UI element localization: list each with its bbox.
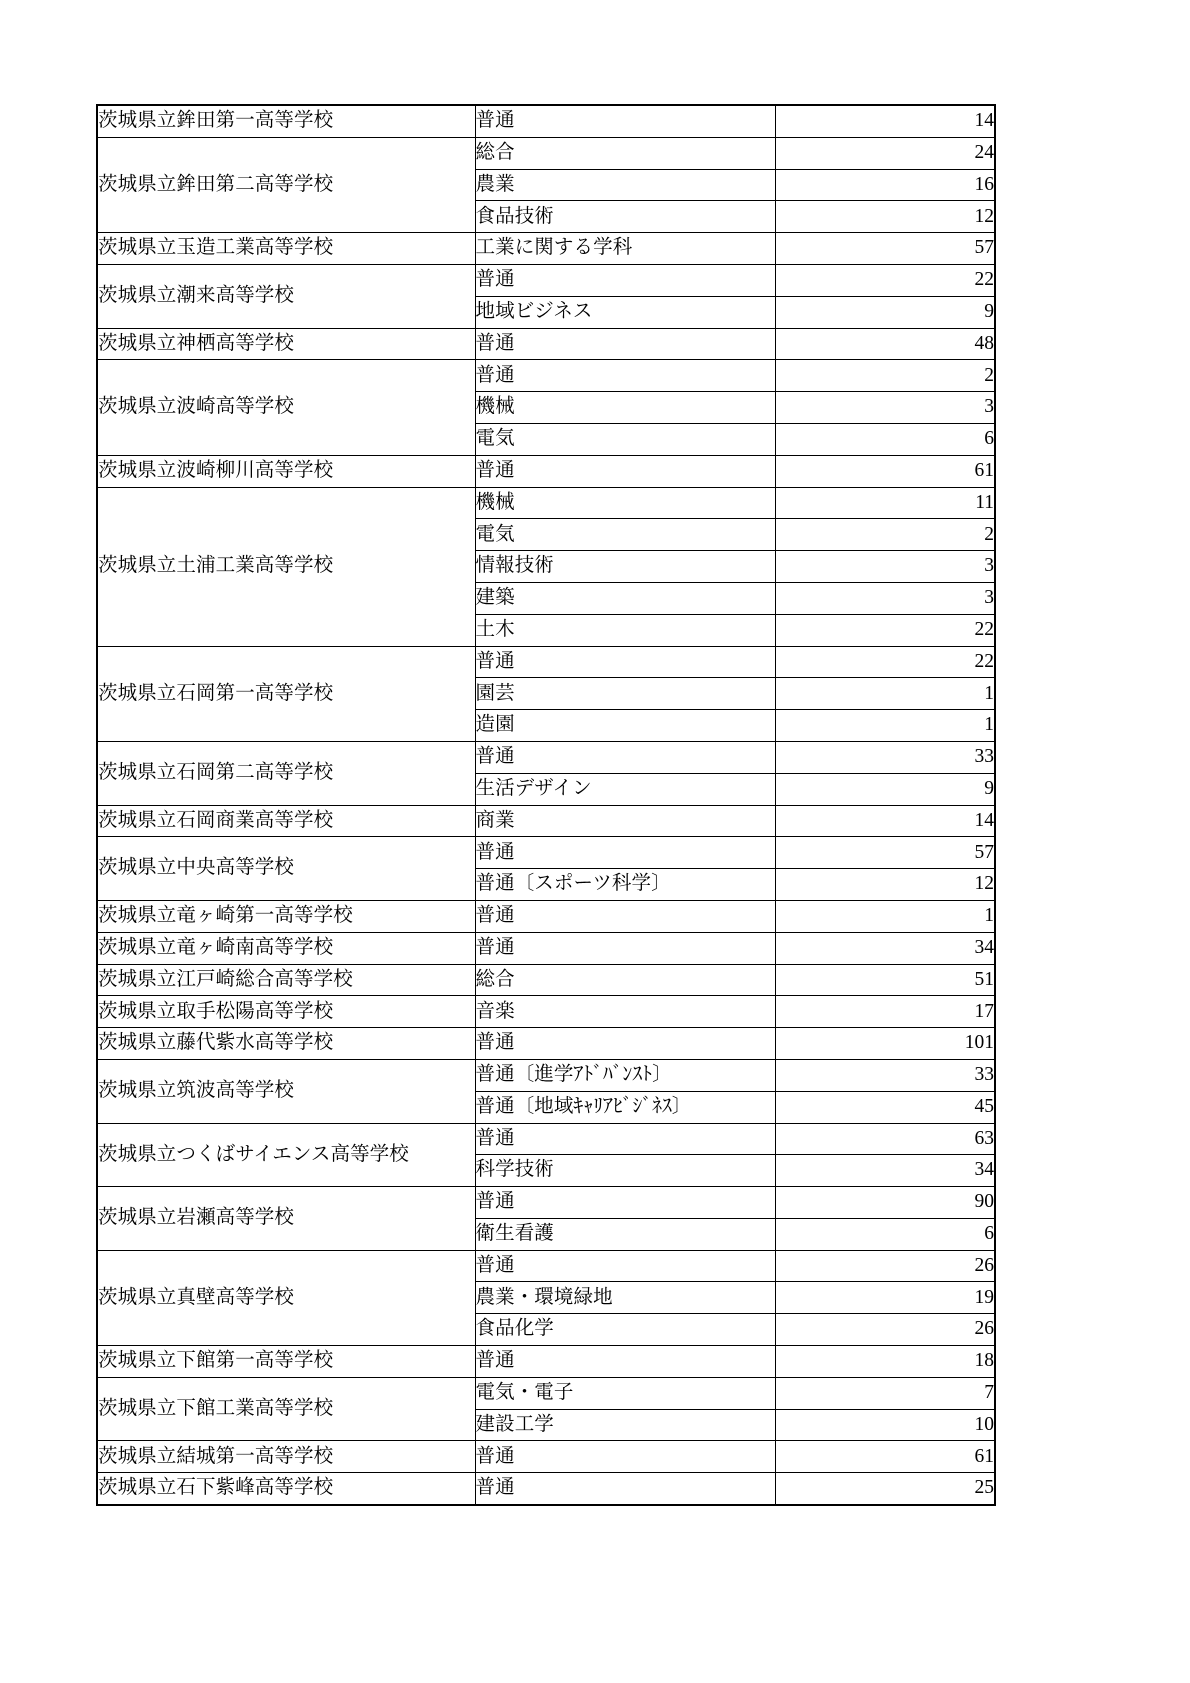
- school-name-cell: 茨城県立玉造工業高等学校: [97, 233, 475, 265]
- table-row: [97, 1123, 995, 1155]
- count-cell: 45: [775, 1091, 995, 1123]
- table-row: [97, 741, 995, 773]
- course-name-cell: 普通: [475, 264, 775, 296]
- table-row: [97, 996, 995, 1028]
- course-name-cell: 機械: [475, 487, 775, 519]
- count-cell: 9: [775, 296, 995, 328]
- course-name-cell: 総合: [475, 137, 775, 169]
- count-cell: 2: [775, 360, 995, 392]
- count-cell: 3: [775, 392, 995, 424]
- school-name-cell: 茨城県立竜ヶ崎南高等学校: [97, 932, 475, 964]
- table-row: [97, 1059, 995, 1091]
- table-row: [97, 1441, 995, 1473]
- school-name-cell: 茨城県立つくばサイエンス高等学校: [97, 1123, 475, 1187]
- course-name-cell: 普通: [475, 1123, 775, 1155]
- course-name-cell: 商業: [475, 805, 775, 837]
- table-row: [97, 137, 995, 169]
- school-name-cell: 茨城県立下館第一高等学校: [97, 1346, 475, 1378]
- table-row: [97, 1187, 995, 1219]
- course-name-cell: 機械: [475, 392, 775, 424]
- count-cell: 1: [775, 710, 995, 742]
- school-name-cell: 茨城県立潮来高等学校: [97, 264, 475, 328]
- course-name-cell: 普通: [475, 105, 775, 137]
- table-row: [97, 1028, 995, 1060]
- course-name-cell: 総合: [475, 964, 775, 996]
- count-cell: 7: [775, 1377, 995, 1409]
- table-body: [97, 105, 995, 1505]
- table-row: [97, 233, 995, 265]
- course-name-cell: 普通: [475, 1473, 775, 1505]
- count-cell: 33: [775, 1059, 995, 1091]
- course-name-cell: 科学技術: [475, 1155, 775, 1187]
- course-name-cell: 普通〔スポーツ科学〕: [475, 869, 775, 901]
- school-name-cell: 茨城県立石下紫峰高等学校: [97, 1473, 475, 1505]
- course-name-cell: 普通: [475, 328, 775, 360]
- count-cell: 51: [775, 964, 995, 996]
- count-cell: 18: [775, 1346, 995, 1378]
- school-name-cell: 茨城県立石岡第二高等学校: [97, 741, 475, 805]
- count-cell: 57: [775, 837, 995, 869]
- count-cell: 1: [775, 900, 995, 932]
- course-name-cell: 普通: [475, 1028, 775, 1060]
- course-name-cell: 普通: [475, 1250, 775, 1282]
- count-cell: 14: [775, 105, 995, 137]
- school-name-cell: 茨城県立真壁高等学校: [97, 1250, 475, 1345]
- count-cell: 14: [775, 805, 995, 837]
- table-row: [97, 1346, 995, 1378]
- course-name-cell: 普通: [475, 646, 775, 678]
- table-row: [97, 1377, 995, 1409]
- table-row: [97, 455, 995, 487]
- count-cell: 10: [775, 1409, 995, 1441]
- school-name-cell: 茨城県立筑波高等学校: [97, 1059, 475, 1123]
- school-name-cell: 茨城県立鉾田第一高等学校: [97, 105, 475, 137]
- school-name-cell: 茨城県立波崎高等学校: [97, 360, 475, 455]
- count-cell: 57: [775, 233, 995, 265]
- school-name-cell: 茨城県立結城第一高等学校: [97, 1441, 475, 1473]
- course-name-cell: 普通: [475, 900, 775, 932]
- table-row: [97, 264, 995, 296]
- table-row: [97, 837, 995, 869]
- count-cell: 1: [775, 678, 995, 710]
- course-name-cell: 建設工学: [475, 1409, 775, 1441]
- count-cell: 3: [775, 551, 995, 583]
- course-name-cell: 農業: [475, 169, 775, 201]
- count-cell: 17: [775, 996, 995, 1028]
- count-cell: 24: [775, 137, 995, 169]
- course-name-cell: 普通: [475, 360, 775, 392]
- count-cell: 90: [775, 1187, 995, 1219]
- table-row: [97, 805, 995, 837]
- table-row: [97, 646, 995, 678]
- table-row: [97, 487, 995, 519]
- count-cell: 26: [775, 1314, 995, 1346]
- count-cell: 26: [775, 1250, 995, 1282]
- count-cell: 22: [775, 614, 995, 646]
- table-row: [97, 1473, 995, 1505]
- course-name-cell: 普通〔進学ｱﾄﾞﾊﾞﾝｽﾄ〕: [475, 1059, 775, 1091]
- school-name-cell: 茨城県立竜ヶ崎第一高等学校: [97, 900, 475, 932]
- school-name-cell: 茨城県立土浦工業高等学校: [97, 487, 475, 646]
- course-name-cell: 普通: [475, 1346, 775, 1378]
- course-name-cell: 衛生看護: [475, 1218, 775, 1250]
- table-row: [97, 932, 995, 964]
- course-name-cell: 普通: [475, 1187, 775, 1219]
- count-cell: 33: [775, 741, 995, 773]
- count-cell: 63: [775, 1123, 995, 1155]
- count-cell: 12: [775, 869, 995, 901]
- count-cell: 61: [775, 455, 995, 487]
- count-cell: 3: [775, 582, 995, 614]
- course-name-cell: 造園: [475, 710, 775, 742]
- table-row: [97, 964, 995, 996]
- course-name-cell: 園芸: [475, 678, 775, 710]
- course-name-cell: 土木: [475, 614, 775, 646]
- school-name-cell: 茨城県立鉾田第二高等学校: [97, 137, 475, 232]
- school-course-table: [96, 104, 996, 1506]
- school-name-cell: 茨城県立下館工業高等学校: [97, 1377, 475, 1441]
- school-name-cell: 茨城県立藤代紫水高等学校: [97, 1028, 475, 1060]
- school-name-cell: 茨城県立石岡第一高等学校: [97, 646, 475, 741]
- school-name-cell: 茨城県立石岡商業高等学校: [97, 805, 475, 837]
- course-name-cell: 食品技術: [475, 201, 775, 233]
- course-name-cell: 地域ビジネス: [475, 296, 775, 328]
- school-name-cell: 茨城県立江戸崎総合高等学校: [97, 964, 475, 996]
- course-name-cell: 情報技術: [475, 551, 775, 583]
- table-row: [97, 328, 995, 360]
- count-cell: 6: [775, 423, 995, 455]
- course-name-cell: 普通: [475, 455, 775, 487]
- count-cell: 11: [775, 487, 995, 519]
- count-cell: 34: [775, 1155, 995, 1187]
- course-name-cell: 生活デザイン: [475, 773, 775, 805]
- count-cell: 25: [775, 1473, 995, 1505]
- count-cell: 101: [775, 1028, 995, 1060]
- course-name-cell: 電気・電子: [475, 1377, 775, 1409]
- course-name-cell: 普通: [475, 932, 775, 964]
- school-name-cell: 茨城県立波崎柳川高等学校: [97, 455, 475, 487]
- school-name-cell: 茨城県立岩瀬高等学校: [97, 1187, 475, 1251]
- course-name-cell: 音楽: [475, 996, 775, 1028]
- table-row: [97, 900, 995, 932]
- school-name-cell: 茨城県立取手松陽高等学校: [97, 996, 475, 1028]
- course-name-cell: 普通: [475, 837, 775, 869]
- course-name-cell: 普通: [475, 741, 775, 773]
- course-name-cell: 食品化学: [475, 1314, 775, 1346]
- count-cell: 19: [775, 1282, 995, 1314]
- school-name-cell: 茨城県立中央高等学校: [97, 837, 475, 901]
- table-row: [97, 1250, 995, 1282]
- count-cell: 16: [775, 169, 995, 201]
- course-name-cell: 農業・環境緑地: [475, 1282, 775, 1314]
- count-cell: 34: [775, 932, 995, 964]
- school-course-table-wrapper: [96, 104, 994, 1506]
- course-name-cell: 建築: [475, 582, 775, 614]
- count-cell: 61: [775, 1441, 995, 1473]
- course-name-cell: 電気: [475, 519, 775, 551]
- count-cell: 48: [775, 328, 995, 360]
- count-cell: 9: [775, 773, 995, 805]
- course-name-cell: 電気: [475, 423, 775, 455]
- table-row: [97, 360, 995, 392]
- count-cell: 6: [775, 1218, 995, 1250]
- count-cell: 22: [775, 264, 995, 296]
- course-name-cell: 普通: [475, 1441, 775, 1473]
- course-name-cell: 普通〔地域ｷｬﾘｱﾋﾞｼﾞﾈｽ〕: [475, 1091, 775, 1123]
- table-row: [97, 105, 995, 137]
- course-name-cell: 工業に関する学科: [475, 233, 775, 265]
- school-name-cell: 茨城県立神栖高等学校: [97, 328, 475, 360]
- count-cell: 12: [775, 201, 995, 233]
- count-cell: 2: [775, 519, 995, 551]
- count-cell: 22: [775, 646, 995, 678]
